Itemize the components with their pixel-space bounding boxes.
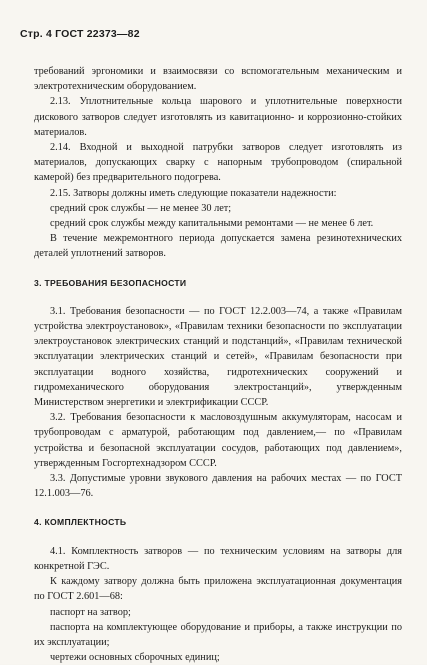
paragraph: паспорт на затвор;	[50, 606, 131, 618]
paragraph: средний срок службы — не менее 30 лет;	[50, 202, 232, 214]
section-title: 3. ТРЕБОВАНИЯ БЕЗОПАСНОСТИ	[34, 277, 187, 288]
paragraph: К каждому затвору должна быть приложена эксплуатационная документация по ГОСТ 2.601—68:	[34, 576, 402, 603]
paragraph: 2.15. Затворы должны иметь следующие показатели надежности:	[50, 187, 337, 199]
paragraph: 2.14. Входной и выходной патрубки затворов следует изготовлять из материалов, допускающих сварку с напорным трубопроводом (спиральной камерой) без предварительного подогрева.	[34, 142, 402, 184]
paragraph: средний срок службы между капитальными ремонтами — не менее 6 лет.	[50, 218, 374, 230]
paragraph: 4.1. Комплектность затворов — по техническим условиям на затворы для конкретной ГЭС.	[34, 545, 402, 572]
paragraph: 3.2. Требования безопасности к масловоздушным аккумуляторам, насосам и трубопроводам с арматурой, работающим под давлением,— по «Правилам устройства и безопасной эксплуатации сосудов, работающих под давлением», утвержденным Госгортехнадзором СССР.	[34, 412, 402, 469]
paragraph: чертежи основных сборочных единиц;	[50, 652, 220, 664]
paragraph: требований эргономики и взаимосвязи со вспомогательным механическим и электротехническим оборудованием.	[34, 66, 402, 93]
paragraph: 3.3. Допустимые уровни звукового давления на рабочих местах — по ГОСТ 12.1.003—76.	[34, 473, 402, 500]
paragraph: 2.13. Уплотнительные кольца шарового и уплотнительные поверхности дискового затворов следует изготовлять из кавитационно- и коррозионно-стойких материалов.	[34, 96, 402, 138]
paragraph: В течение межремонтного периода допускается замена резинотехнических деталей уплотнений затворов.	[34, 233, 402, 260]
paragraph: паспорта на комплектующее оборудование и приборы, а также инструкции по их эксплуатации;	[34, 621, 402, 648]
paragraph: 3.1. Требования безопасности — по ГОСТ 12.2.003—74, а также «Правилам устройства электроустановок», «Правилам техники безопасности по эксплуатации электроустановок электрических станций и подстанций», «Правилам технической эксплуатации электрических станций и сетей», «Правилам безопасности при эксплуатации водного хозяйства, гидротехнических сооружений и гидромеханического оборудования электростанций», утвержденным Министерством энергетики и электрификации СССР.	[34, 305, 402, 409]
section-title: 4. КОМПЛЕКТНОСТЬ	[34, 517, 127, 528]
document-body	[34, 64, 402, 665]
page-header: Стр. 4 ГОСТ 22373—82	[20, 28, 140, 40]
